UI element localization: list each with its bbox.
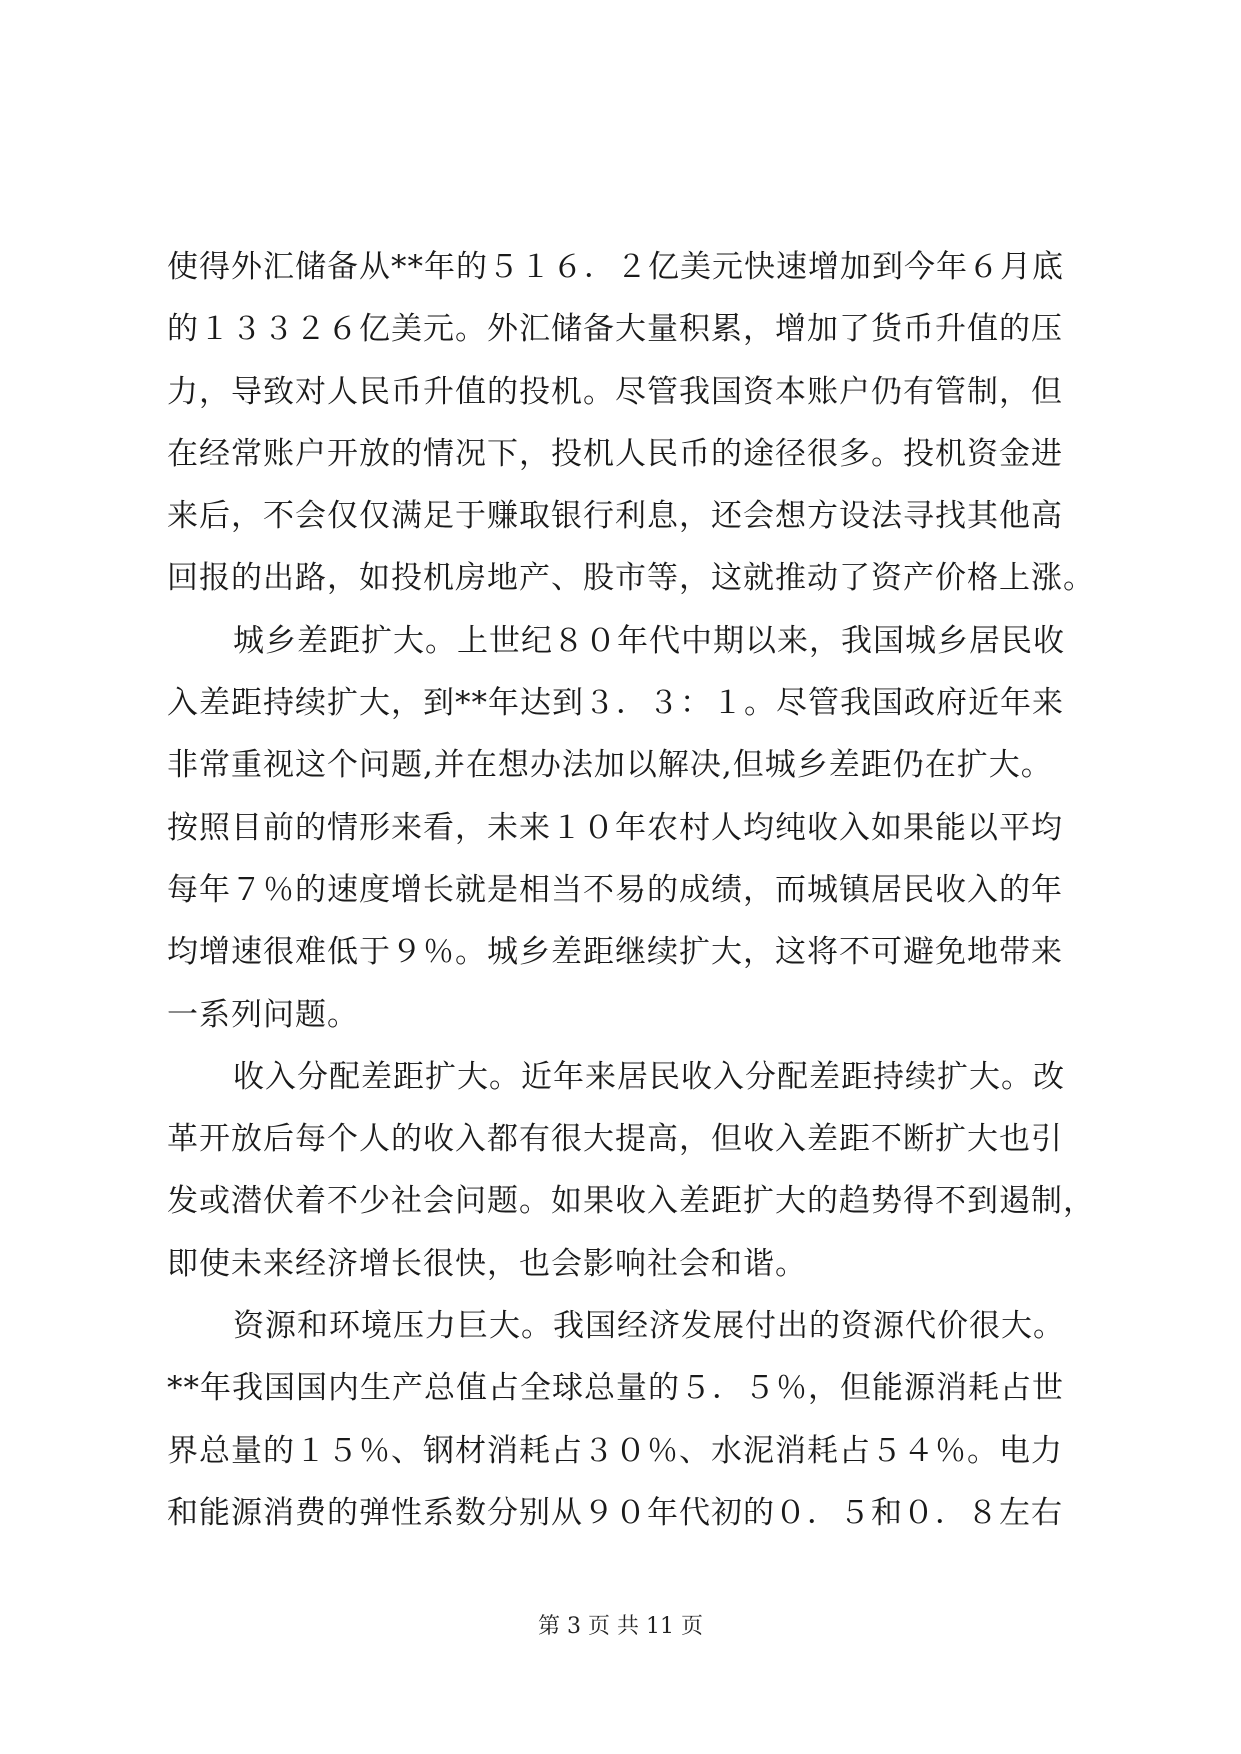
text-line: 发或潜伏着不少社会问题。如果收入差距扩大的趋势得不到遏制， [167, 1183, 1095, 1220]
text-line: 一系列问题。 [167, 996, 359, 1033]
text-line: **年我国国内生产总值占全球总量的５．５％，但能源消耗占世 [167, 1370, 1064, 1407]
text-line: 回报的出路，如投机房地产、股市等，这就推动了资产价格上涨。 [167, 560, 1095, 597]
page-number-footer: 第 3 页 共 11 页 [538, 1614, 703, 1639]
document-body [167, 236, 1095, 1544]
text-line: 使得外汇储备从**年的５１６．２亿美元快速增加到今年６月底 [167, 249, 1064, 285]
paragraph-first-line: 收入分配差距扩大。近年来居民收入分配差距持续扩大。改 [233, 1058, 1065, 1095]
text-line: 入差距持续扩大，到**年达到３．３：１。尽管我国政府近年来 [167, 685, 1064, 722]
text-line: 每年７％的速度增长就是相当不易的成绩，而城镇居民收入的年 [167, 871, 1063, 908]
text-line: 界总量的１５％、钢材消耗占３０％、水泥消耗占５４％。电力 [167, 1432, 1063, 1469]
paragraph-first-line: 资源和环境压力巨大。我国经济发展付出的资源代价很大。 [233, 1308, 1065, 1345]
paragraph-first-line: 城乡差距扩大。上世纪８０年代中期以来，我国城乡居民收 [233, 622, 1065, 659]
text-line: 即使未来经济增长很快，也会影响社会和谐。 [167, 1245, 807, 1282]
text-line: 和能源消费的弹性系数分别从９０年代初的０．５和０．８左右 [167, 1494, 1063, 1531]
text-line: 力，导致对人民币升值的投机。尽管我国资本账户仍有管制，但 [167, 373, 1063, 410]
text-line: 按照目前的情形来看，未来１０年农村人均纯收入如果能以平均 [167, 809, 1063, 846]
text-line: 来后，不会仅仅满足于赚取银行利息，还会想方设法寻找其他高 [167, 498, 1063, 535]
text-line: 非常重视这个问题,并在想办法加以解决,但城乡差距仍在扩大。 [167, 747, 1053, 784]
text-line: 在经常账户开放的情况下，投机人民币的途径很多。投机资金进 [167, 435, 1063, 472]
text-line: 革开放后每个人的收入都有很大提高，但收入差距不断扩大也引 [167, 1121, 1063, 1158]
text-line: 均增速很难低于９％。城乡差距继续扩大，这将不可避免地带来 [167, 934, 1063, 971]
text-line: 的１３３２６亿美元。外汇储备大量积累，增加了货币升值的压 [167, 311, 1063, 348]
